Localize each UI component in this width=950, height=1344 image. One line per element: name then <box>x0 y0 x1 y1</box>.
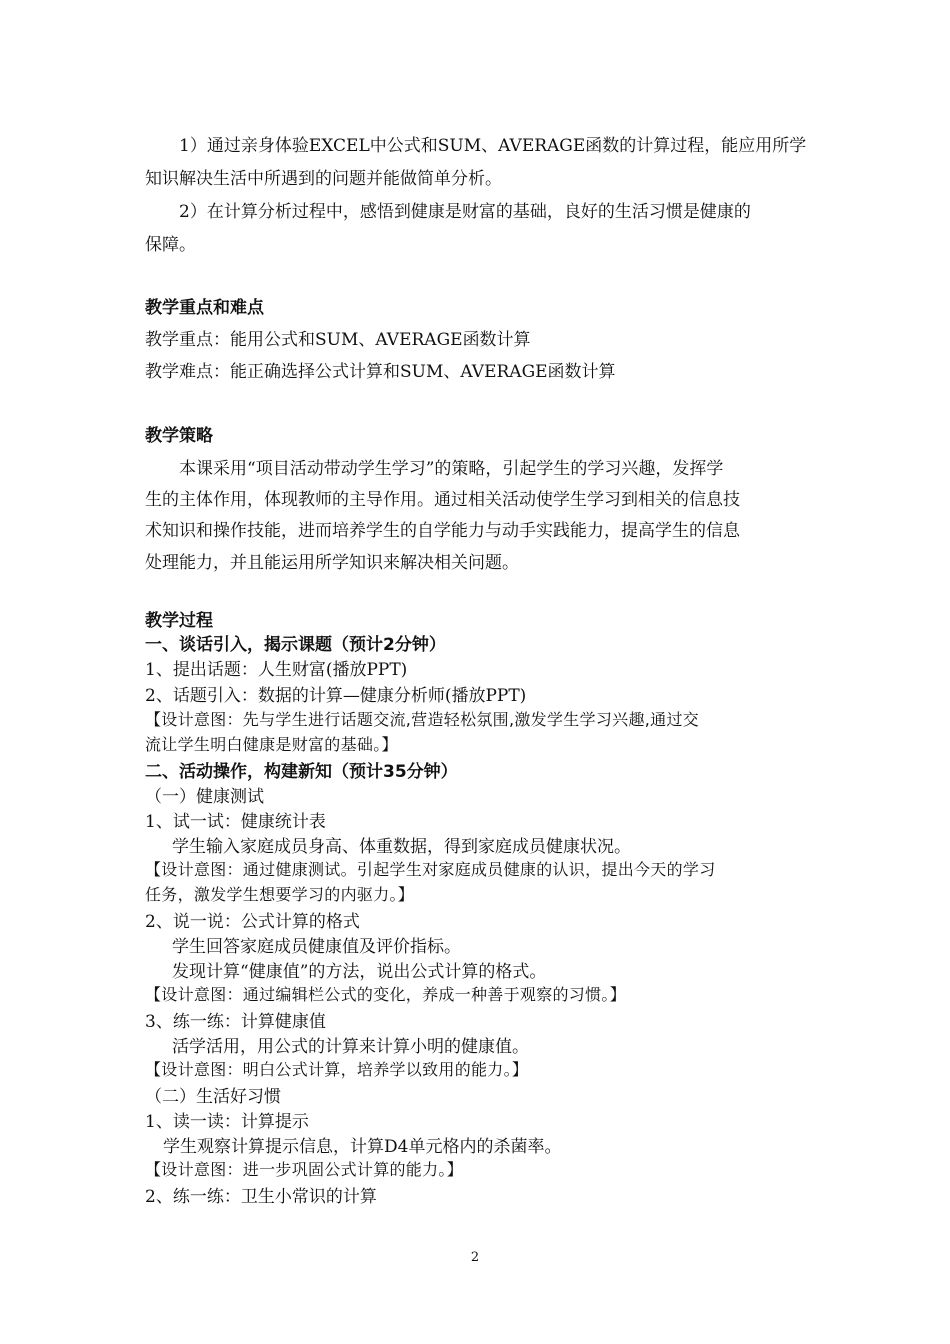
paragraph-line: 1）通过亲身体验EXCEL中公式和SUM、AVERAGE函数的计算过程，能应用所学 <box>179 136 807 156</box>
paragraph-line: （一）健康测试 <box>145 787 264 807</box>
paragraph-line: 处理能力，并且能运用所学知识来解决相关问题。 <box>145 553 519 573</box>
paragraph-line: 教学难点：能正确选择公式计算和SUM、AVERAGE函数计算 <box>145 362 616 382</box>
section-heading: 教学策略 <box>145 426 213 446</box>
design-intent-line: 【设计意图：先与学生进行话题交流,营造轻松氛围,激发学生学习兴趣,通过交 <box>145 710 700 729</box>
paragraph-line: 发现计算“健康值”的方法，说出公式计算的格式。 <box>172 962 547 982</box>
paragraph-line: 1、读一读：计算提示 <box>145 1112 309 1132</box>
subsection-heading: 二、活动操作，构建新知（预计35分钟） <box>145 762 458 782</box>
paragraph-line: 1、提出话题：人生财富(播放PPT) <box>145 660 408 680</box>
paragraph-line: 学生回答家庭成员健康值及评价指标。 <box>172 937 461 957</box>
section-heading: 教学过程 <box>145 611 213 631</box>
paragraph-line: 2、说一说：公式计算的格式 <box>145 912 360 932</box>
paragraph-line: 术知识和操作技能，进而培养学生的自学能力与动手实践能力，提高学生的信息 <box>145 521 740 541</box>
paragraph-line: 保障。 <box>145 235 196 255</box>
paragraph-line: 2）在计算分析过程中，感悟到健康是财富的基础，良好的生活习惯是健康的 <box>179 202 751 222</box>
paragraph-line: 学生观察计算提示信息，计算D4单元格内的杀菌率。 <box>163 1137 562 1157</box>
paragraph-line: 1、试一试：健康统计表 <box>145 812 326 832</box>
design-intent-line: 【设计意图：进一步巩固公式计算的能力。】 <box>145 1160 464 1179</box>
paragraph-line: 2、练一练：卫生小常识的计算 <box>145 1187 377 1207</box>
design-intent-line: 任务，激发学生想要学习的内驱力。】 <box>145 885 415 904</box>
paragraph-line: 本课采用“项目活动带动学生学习”的策略，引起学生的学习兴趣，发挥学 <box>179 459 724 479</box>
design-intent-line: 【设计意图：明白公式计算，培养学以致用的能力。】 <box>145 1060 529 1079</box>
paragraph-line: （二）生活好习惯 <box>145 1087 281 1107</box>
paragraph-line: 3、练一练：计算健康值 <box>145 1012 326 1032</box>
paragraph-line: 教学重点：能用公式和SUM、AVERAGE函数计算 <box>145 330 531 350</box>
paragraph-line: 活学活用，用公式的计算来计算小明的健康值。 <box>172 1037 529 1057</box>
subsection-heading: 一、谈话引入，揭示课题（预计2分钟） <box>145 635 446 655</box>
paragraph-line: 2、话题引入：数据的计算—健康分析师(播放PPT) <box>145 686 527 706</box>
paragraph-line: 知识解决生活中所遇到的问题并能做简单分析。 <box>145 169 502 189</box>
design-intent-line: 【设计意图：通过健康测试。引起学生对家庭成员健康的认识，提出今天的学习 <box>145 860 716 879</box>
page-number: 2 <box>470 1250 480 1265</box>
design-intent-line: 【设计意图：通过编辑栏公式的变化，养成一种善于观察的习惯。】 <box>145 985 627 1004</box>
section-heading: 教学重点和难点 <box>145 298 264 318</box>
paragraph-line: 生的主体作用，体现教师的主导作用。通过相关活动使学生学习到相关的信息技 <box>145 490 740 510</box>
paragraph-line: 学生输入家庭成员身高、体重数据，得到家庭成员健康状况。 <box>172 837 631 857</box>
design-intent-line: 流让学生明白健康是财富的基础。】 <box>145 735 398 754</box>
